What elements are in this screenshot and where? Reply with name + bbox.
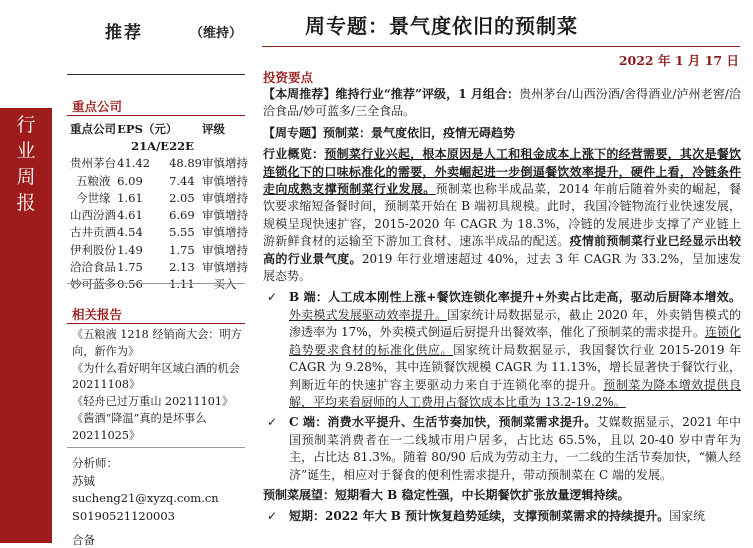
overview-tail: 2019 年行业增速超过 40%，过去 3 年 CAGR 为 33.2%，呈加速发展态势。 — [263, 251, 741, 284]
table-row — [70, 189, 248, 206]
focus-companies-title: 重点公司 — [72, 99, 123, 114]
company-rating: 审慎增持 — [202, 242, 248, 257]
analyst-block — [72, 455, 219, 525]
bullet-short-term — [263, 508, 741, 525]
company-name: 山西汾酒 — [70, 208, 116, 223]
company-name: 贵州茅台 — [70, 156, 116, 171]
c-end-text: 艾媒数据显示，2021 年中国预制菜消费者在一二线城市用户居多，占比达 65.5%，且以 20-40 岁中青年为主，占比达 81.3%。随着 80/90 后成为劳动主力，一二线的生活节奏加快，“懒人经济”诞生，相应对于餐食的便利性需求提升，带动预制菜在 C 端的发展。 — [289, 415, 741, 482]
topic-paragraph — [263, 125, 741, 142]
company-name: 妙可蓝多 — [70, 277, 116, 292]
related-report-link[interactable]: 《轻舟已过万重山 20211101》 — [72, 395, 234, 409]
eps-21: 1.75 — [117, 260, 143, 275]
related-reports-list — [72, 327, 248, 445]
short-term-heading: 短期：2022 年大 B 预计恢复趋势延续，支撑预制菜需求的持续提升。 — [289, 509, 670, 524]
eps-21: 4.61 — [117, 208, 143, 223]
table-row — [70, 172, 248, 189]
outlook-paragraph — [263, 487, 741, 504]
company-name: 古井贡酒 — [70, 225, 116, 240]
company-name: 五粮液 — [76, 173, 111, 188]
rating-recommend: 推荐 — [105, 23, 143, 43]
table-row — [70, 155, 248, 172]
eps-22: 6.69 — [169, 208, 195, 223]
focus-companies-table — [70, 120, 248, 293]
table-row — [70, 224, 248, 241]
eps-22: 5.55 — [169, 225, 195, 240]
eps-22: 1.11 — [169, 277, 195, 292]
company-rating: 审慎增持 — [202, 156, 248, 171]
col-header-year1: 21A/E — [131, 138, 170, 153]
bullet-c-end — [263, 414, 741, 484]
topic-heading: 【周专题】预制菜：景气度依旧，疫情无碍趋势 — [263, 125, 516, 140]
eps-21: 1.49 — [117, 242, 143, 257]
col-header-eps: EPS（元） — [117, 121, 178, 136]
contact-label: 合备 — [72, 533, 95, 547]
overview-bold: 疫情前预制菜行业已经显示出较高的行业景气度。 — [263, 234, 741, 266]
eps-22: 7.44 — [169, 173, 195, 188]
company-rating: 审慎增持 — [202, 208, 248, 223]
left-top-divider — [67, 74, 245, 75]
left-mid-divider — [67, 283, 245, 284]
company-rating: 买入 — [213, 277, 237, 292]
main-body — [263, 86, 741, 526]
related-report-link[interactable]: 《五粮液 1218 经销商大会：明方向，新作为》 — [72, 328, 242, 358]
focus-divider — [67, 115, 245, 116]
header-divider — [262, 46, 740, 47]
eps-21: 6.09 — [117, 173, 143, 188]
related-reports-title: 相关报告 — [72, 307, 123, 322]
eps-22: 2.05 — [169, 190, 195, 205]
rating-maintain: （维持） — [190, 26, 243, 41]
left-bottom-divider — [67, 447, 245, 448]
related-report-link[interactable]: 《酱酒“降温”真的是坏事么 20211025》 — [72, 411, 207, 442]
table-row — [70, 276, 248, 293]
eps-22: 48.89 — [169, 156, 202, 171]
analyst-email[interactable]: sucheng21@xyzq.com.cn — [72, 491, 219, 505]
overview-lead: 行业概览： — [263, 147, 325, 162]
b-end-point3: 预制菜为降本增效提供良解，平均来看厨师的人工费用占餐饮成本比重为 13.2-19.2%。 — [289, 377, 741, 409]
b-end-point2: 连锁化趋势要求食材的标准化供应。 — [289, 325, 741, 357]
table-year-row — [70, 137, 248, 154]
bullet-b-end — [263, 289, 741, 411]
company-rating: 审慎增持 — [202, 260, 248, 275]
analyst-label: 分析师： — [72, 456, 118, 470]
company-rating: 审慎增持 — [202, 173, 248, 188]
report-date: 2022 年 1 月 17 日 — [618, 53, 739, 68]
table-row — [70, 206, 248, 223]
table-row — [70, 258, 248, 275]
overview-text: 预制菜也称半成品菜，2014 年前后随着外卖的崛起，餐饮要求缩短备餐时间，预制菜开始在 B 端初具规模。此时，我国冷链物流行业快速发展，规模呈现快速扩容，2015-2020 年 CAGR 为 18.3%，冷链的发展进步支撑了产业链上游新鲜食材的运输至下游加工食材、速冻半成品的配送。 — [263, 182, 741, 249]
eps-21: 4.54 — [117, 225, 143, 240]
recommend-portfolio: 贵州茅台/山西汾酒/舍得酒业/泸州老窖/洽洽食品/妙可蓝多/三全食品。 — [263, 87, 741, 119]
recommend-lead: 【本周推荐】维持行业“推荐”评级，1 月组合： — [263, 87, 520, 101]
related-divider — [67, 323, 245, 324]
investment-highlights-title: 投资要点 — [263, 70, 314, 85]
col-header-company: 重点公司 — [70, 121, 116, 136]
check-icon: ✓ — [267, 415, 278, 430]
company-name: 伊利股份 — [70, 242, 116, 257]
short-term-text: 国家统 — [669, 509, 706, 524]
company-name: 洽洽食品 — [70, 260, 116, 275]
company-name: 今世缘 — [76, 190, 111, 205]
report-title: 周专题：景气度依旧的预制菜 — [305, 14, 578, 38]
c-end-heading: C 端：消费水平提升、生活节奏加快，预制菜需求提升。 — [289, 415, 597, 430]
eps-22: 1.75 — [169, 242, 195, 257]
overview-paragraph — [263, 146, 741, 285]
side-title: 行业周报 — [16, 114, 36, 214]
eps-21: 1.61 — [117, 190, 143, 205]
b-end-heading: B 端：人工成本刚性上涨+餐饮连锁化率提升+外卖占比走高，驱动后厨降本增效。 — [289, 290, 741, 305]
related-report-link[interactable]: 《为什么看好明年区域白酒的机会 20211108》 — [72, 361, 240, 392]
eps-22: 2.13 — [169, 260, 195, 275]
outlook-heading: 预制菜展望：短期看大 B 稳定性强，中长期餐饮扩张放量逻辑持续。 — [263, 487, 630, 502]
b-end-text1: 国家统计局数据显示，截止 2020 年，外卖销售模式的渗透率为 17%，外卖模式倒逼后厨提升出餐效率，催化了预制菜的需求提升。 — [289, 307, 741, 340]
table-row — [70, 241, 248, 258]
check-icon: ✓ — [267, 509, 278, 524]
eps-21: 0.56 — [117, 277, 143, 292]
check-icon: ✓ — [267, 290, 278, 305]
overview-key: 预制菜行业兴起，根本原因是人工和租金成本上涨下的经营需要，其次是餐饮连锁化下的口味标准化的需要，外卖崛起进一步倒逼餐饮效率提升，硬件上看，冷链条件走向成熟支撑预制菜行业发展。 — [263, 147, 741, 197]
col-header-year2: 22E — [169, 138, 194, 153]
analyst-name: 苏铖 — [72, 473, 95, 488]
b-end-point1: 外卖模式发展驱动效率提升。 — [289, 307, 448, 322]
table-header-row — [70, 120, 248, 137]
company-rating: 审慎增持 — [202, 225, 248, 240]
b-end-text2: 国家统计局数据显示，我国餐饮行业 2015-2019 年 CAGR 为 9.28%，其中连锁餐饮规模 CAGR 为 11.13%，增长显著快于餐饮行业，判断近年的快速扩容主要驱动力来自于连锁化率的提升。 — [289, 342, 741, 392]
col-header-rating: 评级 — [202, 121, 225, 136]
eps-21: 41.42 — [117, 156, 151, 171]
recommend-paragraph — [263, 86, 741, 121]
company-rating: 审慎增持 — [202, 190, 248, 205]
analyst-cert: S0190521120003 — [72, 508, 175, 523]
